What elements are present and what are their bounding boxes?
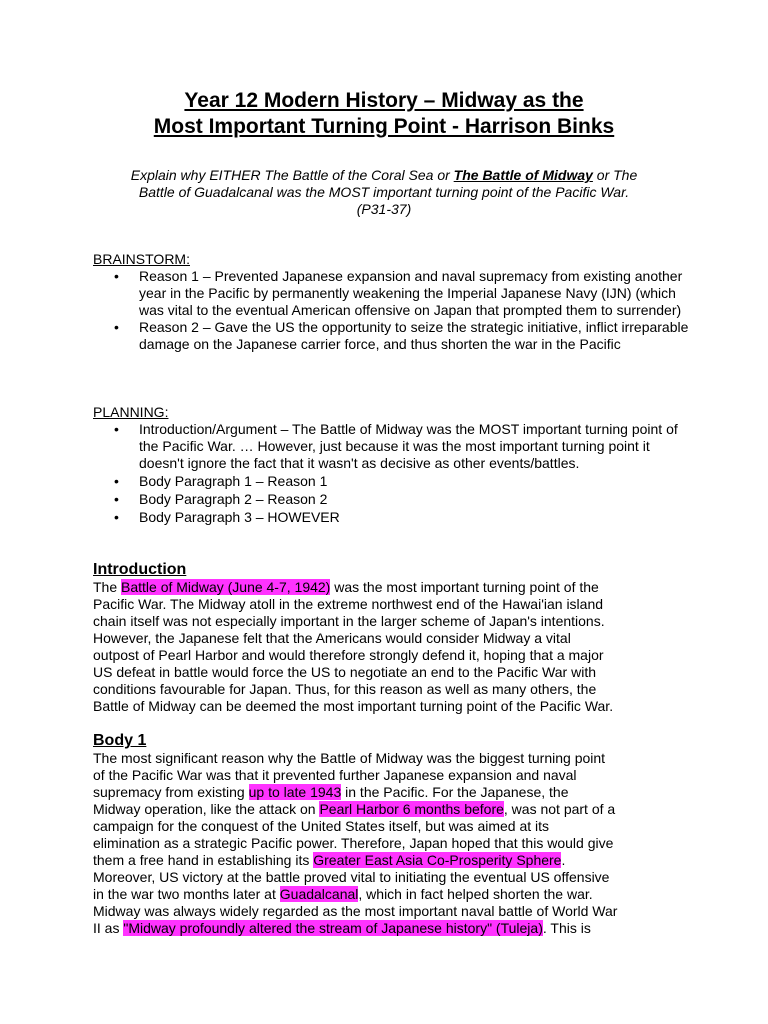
paragraph-line: Moreover, US victory at the battle proved vital to initiating the eventual US offensive: [93, 869, 610, 885]
paragraph-line: US defeat in battle would force the US to negotiate an end to the Pacific War with: [93, 664, 596, 680]
paragraph-line: However, the Japanese felt that the Americans would consider Midway a vital: [93, 630, 571, 646]
paragraph-line: chain itself was not especially important in the larger scheme of Japan's intentions.: [93, 613, 605, 629]
highlighted-text: Greater East Asia Co-Prosperity Sphere: [313, 852, 562, 868]
paragraph-text: in the war two months later at: [93, 886, 280, 902]
paragraph-text: , which in fact helped shorten the war.: [358, 886, 593, 902]
introduction-paragraph: [93, 579, 683, 715]
paragraph-text: The: [93, 579, 122, 595]
bullet-icon: •: [114, 421, 119, 437]
list-item: [93, 473, 693, 490]
question-emphasis: The Battle of Midway: [453, 167, 593, 183]
paragraph-text: supremacy from existing: [93, 784, 249, 800]
paragraph-line: Battle of Midway can be deemed the most important turning point of the Pacific War.: [93, 698, 614, 714]
highlighted-text: up to late 1943: [248, 784, 342, 800]
list-item-text: Reason 1 – Prevented Japanese expansion and naval supremacy from existing another year in the Pacific by permanently weakening the Imperial Japanese Navy (IJN) (which was vital to the eventual American offensive on Japan that prompted them to surrender): [139, 268, 683, 318]
paragraph-text: in the Pacific. For the Japanese, the: [341, 784, 569, 800]
planning-label: PLANNING:: [93, 404, 169, 420]
body-1-paragraph: [93, 750, 683, 937]
introduction-heading: Introduction: [93, 561, 187, 578]
paragraph-text: Midway operation, like the attack on: [93, 801, 320, 817]
highlighted-text: Pearl Harbor 6 months before: [319, 801, 504, 817]
title-line-2: Most Important Turning Point - Harrison Binks: [153, 115, 615, 138]
paragraph-text: . This is: [542, 920, 591, 936]
list-item-text: Introduction/Argument – The Battle of Midway was the MOST important turning point of the Pacific War. … However, just because it was the most important turning point it doesn't ignore the fact that it wasn't as decisive as other events/battles.: [139, 421, 678, 471]
list-item: [93, 509, 693, 526]
paragraph-text: them a free hand in establishing its: [93, 852, 314, 868]
planning-list: [93, 421, 693, 526]
question-text: Battle of Guadalcanal was the MOST important turning point of the Pacific War.: [138, 184, 630, 200]
paragraph-text: .: [561, 852, 566, 868]
list-item: [93, 319, 693, 353]
paragraph-line: The most significant reason why the Battle of Midway was the biggest turning point: [93, 750, 606, 766]
bullet-icon: •: [114, 491, 119, 507]
paragraph-line: outpost of Pearl Harbor and would therefore strongly defend it, hoping that a major: [93, 647, 604, 663]
bullet-icon: •: [114, 319, 119, 335]
list-item: [93, 268, 693, 319]
paragraph-text: II as: [93, 920, 124, 936]
highlighted-text: Battle of Midway (June 4-7, 1942): [121, 579, 331, 595]
list-item-text: Body Paragraph 2 – Reason 2: [139, 491, 328, 507]
question-text: (P31-37): [356, 201, 412, 217]
highlighted-text: "Midway profoundly altered the stream of Japanese history" (Tuleja): [123, 920, 543, 936]
list-item-text: Reason 2 – Gave the US the opportunity to seize the strategic initiative, inflict irreparable damage on the Japanese carrier force, and thus shorten the war in the Pacific: [139, 319, 689, 352]
paragraph-line: conditions favourable for Japan. Thus, for this reason as well as many others, the: [93, 681, 597, 697]
essay-question: [60, 167, 708, 218]
paragraph-line: Pacific War. The Midway atoll in the extreme northwest end of the Hawai'ian island: [93, 596, 604, 612]
bullet-icon: •: [114, 268, 119, 284]
paragraph-text: was the most important turning point of the: [330, 579, 599, 595]
paragraph-line: Midway was always widely regarded as the most important naval battle of World War: [93, 903, 618, 919]
paragraph-line: campaign for the conquest of the United States itself, but was aimed at its: [93, 818, 550, 834]
paragraph-line: elimination as a strategic Pacific power. Therefore, Japan hoped that this would give: [93, 835, 614, 851]
paragraph-line: of the Pacific War was that it prevented further Japanese expansion and naval: [93, 767, 577, 783]
brainstorm-label: BRAINSTORM:: [93, 251, 190, 267]
list-item-text: Body Paragraph 1 – Reason 1: [139, 473, 328, 489]
list-item-text: Body Paragraph 3 – HOWEVER: [139, 509, 340, 525]
document-title: [0, 88, 768, 140]
bullet-icon: •: [114, 473, 119, 489]
bullet-icon: •: [114, 509, 119, 525]
question-text: Explain why EITHER The Battle of the Coral Sea or: [130, 167, 454, 183]
title-line-1: Year 12 Modern History – Midway as the: [184, 89, 584, 112]
question-text: or The: [592, 167, 638, 183]
list-item: [93, 491, 693, 508]
highlighted-text: Guadalcanal: [279, 886, 359, 902]
body-1-heading: Body 1: [93, 732, 147, 749]
list-item: [93, 421, 693, 472]
paragraph-text: , was not part of a: [503, 801, 616, 817]
brainstorm-list: [93, 268, 693, 353]
